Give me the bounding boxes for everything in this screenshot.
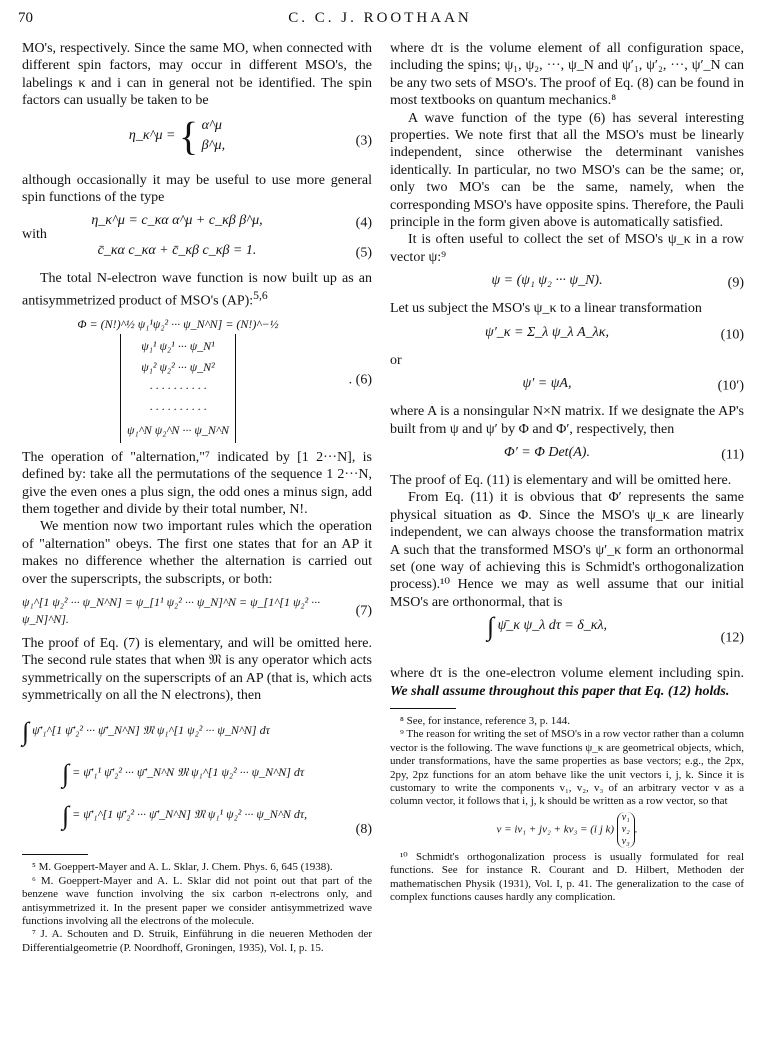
equation-number: (10) <box>720 326 744 342</box>
equation-body: Φ′ = Φ Det(A). <box>504 444 590 460</box>
paragraph-text: The total N-electron wave function is now built up as an antisymmetrized product of MSO's (AP): <box>22 270 372 309</box>
equation-number: (10′) <box>717 378 744 394</box>
equation-number: . (6) <box>348 371 372 387</box>
integral-sign-icon: ∫ <box>62 759 70 789</box>
equation-number: (9) <box>727 275 744 291</box>
footnote: ⁸ See, for instance, reference 3, p. 144. <box>400 714 570 727</box>
paragraph: The proof of Eq. (7) is elementary, and will be omitted here. The second rule states that when 𝔐 is any operator which acts symmetrically on the superscripts of an AP (that is, which acts symmetrically on all the N electrons), then <box>22 635 372 703</box>
equation-3 <box>22 112 372 166</box>
equation-case-bottom: β^μ, <box>201 137 226 153</box>
footnotes <box>22 861 372 955</box>
paragraph <box>390 665 744 700</box>
paragraph: MO's, respectively. Since the same MO, when connected with different spin factors, may occur in different MSO's, the labelings κ and i can in general not be identified. The spin factors can usually be taken to be <box>22 41 372 109</box>
determinant <box>120 334 236 443</box>
paragraph: A wave function of the type (6) has several interesting properties. We note first that all the MSO's must be linearly independent, since otherwise the determinant vanishes identically. In particular, no two MSO's can be the same; or, only two MO's can be the same, namely, when the corresponding MSO's have opposite spins. Therefore, the Pauli principle in the form given above is automatically satisfied. <box>390 110 744 231</box>
equation-6 <box>22 316 372 442</box>
left-column <box>22 40 372 955</box>
left-brace-icon: { <box>178 112 199 158</box>
equation-lhs: Φ = (N!)^½ ψ₁¹ψ₂² ··· ψ_N^N] = (N!)^−½ <box>77 317 279 332</box>
footnote: ⁹ The reason for writing the set of MSO's in a row vector rather than a column vector is the following. The wave functions ψ_κ are geometrical objects, which, under transformations, have the same properties as base vectors; e.g., the 2px, 2py, 2pz functions for an atom behave like the unit vectors i, j, k. Since it is customary to write the components v₁, v₂, v₃ of an arbitrary vector v as a column vector, it follows that i, j, k should be written as a row vector, so that <box>390 728 744 808</box>
equation-12 <box>390 612 744 659</box>
footnote-equation-lhs: v = iv₁ + jv₂ + kv₃ = (i j k) <box>496 823 615 836</box>
equation-10 <box>390 324 744 346</box>
paragraph-or: or <box>390 352 402 368</box>
equation-body: ψ′ = ψA, <box>522 376 572 392</box>
running-head: C. C. J. ROOTHAAN <box>288 10 472 26</box>
integral-sign-icon: ∫ <box>62 801 70 831</box>
equation-5 <box>22 242 372 264</box>
paragraph-text: where dτ is the one-electron volume element including spin. <box>390 666 744 682</box>
footnote-rule <box>390 708 456 709</box>
vector-component: v₁ <box>621 811 630 823</box>
page-header <box>18 8 742 32</box>
paragraph-with: with <box>22 227 47 243</box>
determinant-row: · · · · · · · · · · <box>149 401 207 416</box>
paragraph: although occasionally it may be useful to use more general spin functions of the type <box>22 172 372 206</box>
equation-line: = ψ̄′₁^[1 ψ̄′₂² ··· ψ̄′_N^N] 𝔐 ψ₁¹ ψ₂² ··· ψ_N^N dτ, <box>72 807 308 822</box>
equation-number: (7) <box>355 603 372 619</box>
equation-9 <box>390 272 744 294</box>
equation-number: (8) <box>355 822 372 837</box>
equation-line: = ψ̄′₁¹ ψ̄′₂² ··· ψ̄′_N^N 𝔐 ψ₁^[1 ψ₂² ··· ψ_N^N] dτ <box>72 765 305 780</box>
integral-sign-icon: ∫ <box>22 717 30 747</box>
column-vector <box>617 812 635 848</box>
equation-number: (11) <box>721 447 744 463</box>
footnotes <box>390 715 744 904</box>
page-number: 70 <box>18 10 33 26</box>
equation-body: ψ₁^[1 ψ₂² ··· ψ_N^N] = ψ_[1¹ ψ₂² ··· ψ_N]^N = ψ_[1^[1 ψ₂² ··· ψ_N]^N]. <box>22 594 321 627</box>
footnote-rule <box>22 854 88 855</box>
equation-8 <box>22 710 372 846</box>
paragraph: It is often useful to collect the set of MSO's ψ_κ in a row vector ψ:⁹ <box>390 232 744 265</box>
footnote-equation-end: . <box>634 823 638 836</box>
footnote-equation <box>390 812 744 848</box>
equation-body: ψ̄_κ ψ_λ dτ = δ_κλ, <box>497 618 608 634</box>
equation-line: ψ̄′₁^[1 ψ̄′₂² ··· ψ̄′_N^N] 𝔐 ψ₁^[1 ψ₂² ··· ψ_N^N] dτ <box>32 723 270 738</box>
determinant-row: ψ₁¹ ψ₂¹ ··· ψ_N¹ <box>141 338 215 353</box>
equation-body: η_κ^μ = c_κα α^μ + c_κβ β^μ, <box>91 213 263 229</box>
equation-4 <box>22 212 372 234</box>
determinant-row: ψ₁^N ψ₂^N ··· ψ_N^N <box>127 422 229 437</box>
footnote: ¹⁰ Schmidt's orthogonalization process is usually formulated for real functions. See for instance R. Courant and D. Hilbert, Methoden der mathematischen Physik (1931), Vol. I, p. 41. The generalization to the case of complex functions causes hardly any complication. <box>390 850 744 904</box>
paragraph: The proof of Eq. (11) is elementary and will be omitted here. <box>390 472 732 488</box>
equation-11 <box>390 444 744 466</box>
equation-number: (12) <box>720 630 744 646</box>
determinant-row: · · · · · · · · · · <box>149 380 207 395</box>
paragraph: where dτ is the volume element of all configuration space, including the spins; ψ₁, ψ₂, ···, ψ_N and ψ′₁, ψ′₂, ···, ψ′_N can be any two sets of MSO's. The proof of Eq. (8) can be found in most textbooks on quantum mechanics.⁸ <box>390 41 744 109</box>
paragraph: where A is a nonsingular N×N matrix. If we designate the AP's built from ψ and ψ′ by Φ and Φ′, respectively, then <box>390 404 744 437</box>
equation-number: (3) <box>355 132 372 148</box>
emphasis-text: We shall assume throughout this paper that Eq. (12) holds. <box>390 683 730 699</box>
footnote: ⁶ M. Goeppert-Mayer and A. L. Sklar did not point out that part of the benzene wave function involving the six carbon π-electrons only, and antisymmetrized it. In the present paper we consider antisymmetrized wave functions involving all the electrons of the molecule. <box>22 874 372 928</box>
equation-body: c̄_κα c_κα + c̄_κβ c_κβ = 1. <box>97 242 257 258</box>
equation-number: (4) <box>355 215 372 231</box>
footnote: ⁷ J. A. Schouten and D. Struik, Einführung in die neueren Methoden der Differentialgeometrie (P. Noordhoff, Groningen, 1935), Vol. I, p. 15. <box>22 928 372 954</box>
equation-body: ψ = (ψ₁ ψ₂ ··· ψ_N). <box>491 273 603 289</box>
equation-number: (5) <box>355 245 372 261</box>
vector-component: v₃ <box>621 835 630 847</box>
equation-lhs: η_κ^μ = <box>128 127 176 143</box>
equation-body: ψ′_κ = Σ_λ ψ_λ A_λκ, <box>485 324 609 340</box>
integral-sign-icon: ∫ <box>486 612 495 642</box>
paragraph: The operation of "alternation,"⁷ indicated by [1 2···N], is defined by: take all the permutations of the sequence 1 2···N, give the even ones a plus sign, the odd ones a minus sign, add them together and divide by their total number, N!. <box>22 449 372 517</box>
vector-component: v₂ <box>621 823 630 835</box>
paragraph: We mention now two important rules which the operation of "alternation" obeys. The first one states that for an AP it makes no difference whether the alternation is carried out over the superscripts, the subscripts, or both: <box>22 519 372 587</box>
equation-10-prime <box>390 375 744 397</box>
equation-case-top: α^μ <box>201 117 222 133</box>
footnote: ⁵ M. Goeppert-Mayer and A. L. Sklar, J. Chem. Phys. 6, 645 (1938). <box>32 861 333 874</box>
footnote-refs: 5,6 <box>253 289 268 303</box>
right-column <box>390 40 744 904</box>
paragraph <box>22 270 372 310</box>
determinant-row: ψ₁² ψ₂² ··· ψ_N² <box>141 359 215 374</box>
paragraph: From Eq. (11) it is obvious that Φ′ represents the same physical situation as Φ. Since the MSO's ψ_κ are linearly independent, we can always choose the transformation matrix A such that the transformed MSO's ψ′_κ form an orthonormal set (one way of achieving this is Schmidt's orthogonalization process).¹⁰ Hence we may as well assume that our initial MSO's are orthonormal, that is <box>390 490 744 610</box>
equation-7 <box>22 594 372 629</box>
paragraph: Let us subject the MSO's ψ_κ to a linear transformation <box>390 301 702 317</box>
